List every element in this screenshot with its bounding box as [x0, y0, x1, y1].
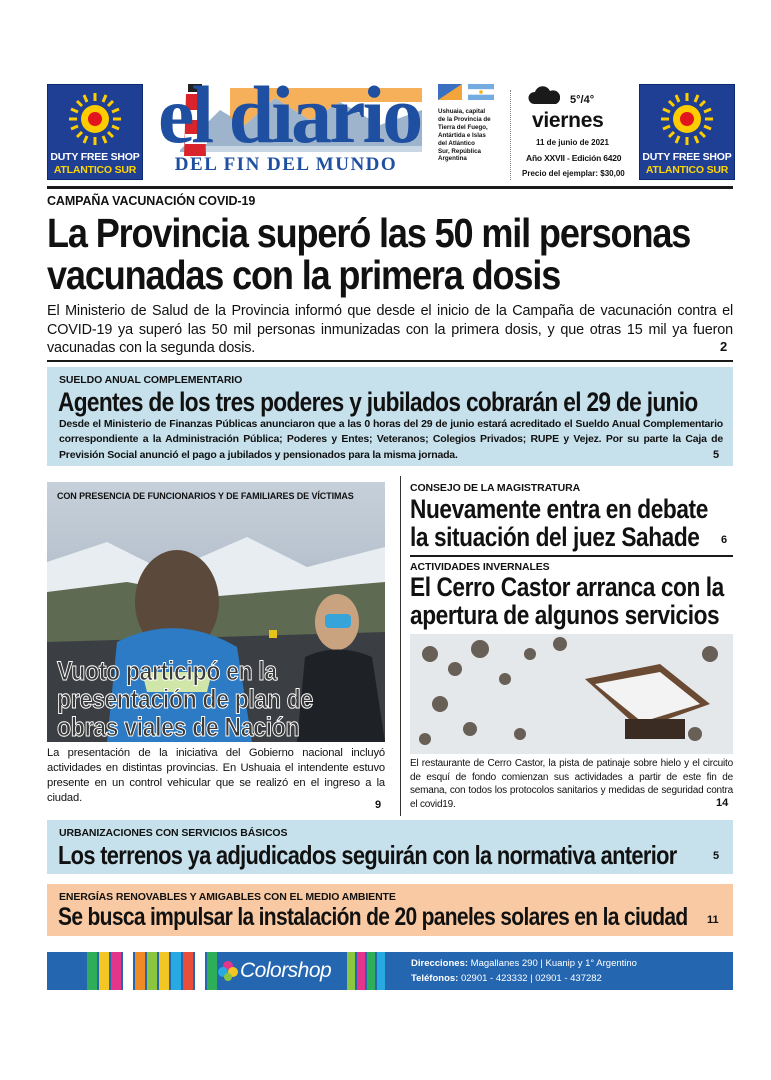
- column-divider: [400, 476, 401, 816]
- flags-icon: [438, 84, 498, 100]
- section-rule: [47, 360, 733, 362]
- castor-kicker: ACTIVIDADES INVERNALES: [410, 561, 550, 573]
- edition: Año XXVII - Edición 6420: [526, 153, 622, 163]
- banner-addresses: Direcciones: Magallanes 290 | Kuanip y 1° Argentino: [411, 958, 637, 969]
- ad-line2: ATLANTICO SUR: [645, 164, 729, 176]
- divider: [510, 90, 512, 180]
- magistratura-title[interactable]: Nuevamente entra en debate la situación del juez Sahade: [410, 494, 708, 552]
- urbanizaciones-kicker: URBANIZACIONES CON SERVICIOS BÁSICOS: [59, 827, 288, 839]
- sun-logo-icon: [640, 85, 734, 151]
- page-number: 5: [713, 850, 720, 862]
- headline-line1: La Provincia superó las 50 mil personas: [47, 210, 691, 256]
- banner-phones: Teléfonos: 02901 - 423332 | 02901 - 437282: [411, 973, 602, 984]
- logo-word: el diario: [158, 69, 421, 160]
- section-rule: [410, 555, 733, 557]
- energias-box[interactable]: [47, 884, 733, 936]
- page-number: 11: [707, 914, 719, 926]
- ad-line1: DUTY FREE SHOP: [50, 151, 140, 163]
- weekday: viernes: [532, 109, 604, 132]
- vuoto-kicker: CON PRESENCIA DE FUNCIONARIOS Y DE FAMILIARES DE VÍCTIMAS: [57, 491, 354, 501]
- masthead-info: Ushuaia, capital de la Provincia de Tierra del Fuego, Antártida e Islas del Atlántico Sur, República Argentina: [438, 108, 491, 163]
- color-stripes-icon: [347, 952, 407, 990]
- page-number: 2: [720, 339, 728, 354]
- urbanizaciones-title: Los terrenos ya adjudicados seguirán con la normativa anterior: [58, 840, 677, 870]
- cloud-icon: [528, 86, 560, 106]
- logo-subtitle: DEL FIN DEL MUNDO: [174, 154, 398, 175]
- magistratura-kicker: CONSEJO DE LA MAGISTRATURA: [410, 482, 581, 494]
- temperature: 5°/4°: [570, 94, 595, 106]
- colorshop-brand: Colorshop: [240, 959, 332, 982]
- page-number: 9: [375, 799, 382, 811]
- page-number: 6: [721, 534, 728, 546]
- flags: [438, 84, 498, 105]
- main-story-kicker: CAMPAÑA VACUNACIÓN COVID-19: [47, 194, 256, 208]
- vuoto-caption: La presentación de la iniciativa del Gobierno nacional incluyó actividades en distintas provincias. En Ushuaia el intendente estuvo presente en un control vehicular que se realizó en el ingreso a la ciudad.: [47, 747, 385, 804]
- castor-caption: El restaurante de Cerro Castor, la pista de patinaje sobre hielo y el circuito de esquí de fondo comienzan sus actividades a partir de este fin de semana, con todos los protocolos sanitarios y medidas de seguridad contra el covid19.: [410, 758, 733, 810]
- duty-free-ad-right[interactable]: [639, 84, 735, 180]
- sueldo-kicker: SUELDO ANUAL COMPLEMENTARIO: [59, 374, 243, 386]
- energias-kicker: ENERGÍAS RENOVABLES Y AMIGABLES CON EL MEDIO AMBIENTE: [59, 891, 396, 903]
- page-number: 14: [716, 797, 729, 809]
- main-headline[interactable]: [47, 212, 737, 296]
- castor-photo[interactable]: [410, 634, 733, 754]
- energias-title: Se busca impulsar la instalación de 20 paneles solares en la ciudad: [58, 903, 688, 931]
- sun-logo-icon: [48, 85, 142, 151]
- ad-line2: ATLANTICO SUR: [53, 164, 137, 176]
- ad-line1: DUTY FREE SHOP: [642, 151, 732, 163]
- vuoto-photo[interactable]: [47, 482, 385, 742]
- newspaper-logo[interactable]: [150, 69, 422, 180]
- snow-restaurant-photo-icon: [410, 634, 733, 754]
- colorshop-banner[interactable]: [47, 952, 733, 990]
- flower-icon: [217, 960, 239, 982]
- price: Precio del ejemplar: $30,00: [522, 169, 625, 178]
- headline-line2: vacunadas con la primera dosis: [47, 252, 561, 298]
- date: 11 de junio de 2021: [536, 138, 609, 147]
- color-stripes-icon: [87, 952, 237, 990]
- sueldo-body: Desde el Ministerio de Finanzas Públicas anunciaron que a las 0 horas del 29 de junio estará acreditado el Sueldo Anual Complementario correspondiente a la Administración Pública; Poderes y Entes; Veteranos; Colegios Privados; RUPE y Vejez. Por su parte la Caja de Previsión Social anunció el pago a jubilados y pensionados para la misma jornada.: [59, 418, 723, 461]
- sueldo-box[interactable]: [47, 367, 733, 466]
- sueldo-title: Agentes de los tres poderes y jubilados cobrarán el 29 de junio: [58, 387, 698, 417]
- main-story-lead: El Ministerio de Salud de la Provincia informó que desde el inicio de la Campaña de vacunación contra el COVID-19 ya superó las 50 mil personas inmunizadas con la primera dosis, y que otras 15 mil ya fueron vacunadas con la segunda dosis.: [47, 303, 733, 356]
- masthead-rule: [47, 186, 733, 189]
- duty-free-ad-left[interactable]: [47, 84, 143, 180]
- vuoto-title: Vuoto participó en la presentación de plan de obras viales de Nación: [57, 656, 313, 742]
- page-number: 5: [713, 449, 720, 461]
- urbanizaciones-box[interactable]: [47, 820, 733, 874]
- castor-title[interactable]: El Cerro Castor arranca con la apertura de algunos servicios: [410, 572, 724, 630]
